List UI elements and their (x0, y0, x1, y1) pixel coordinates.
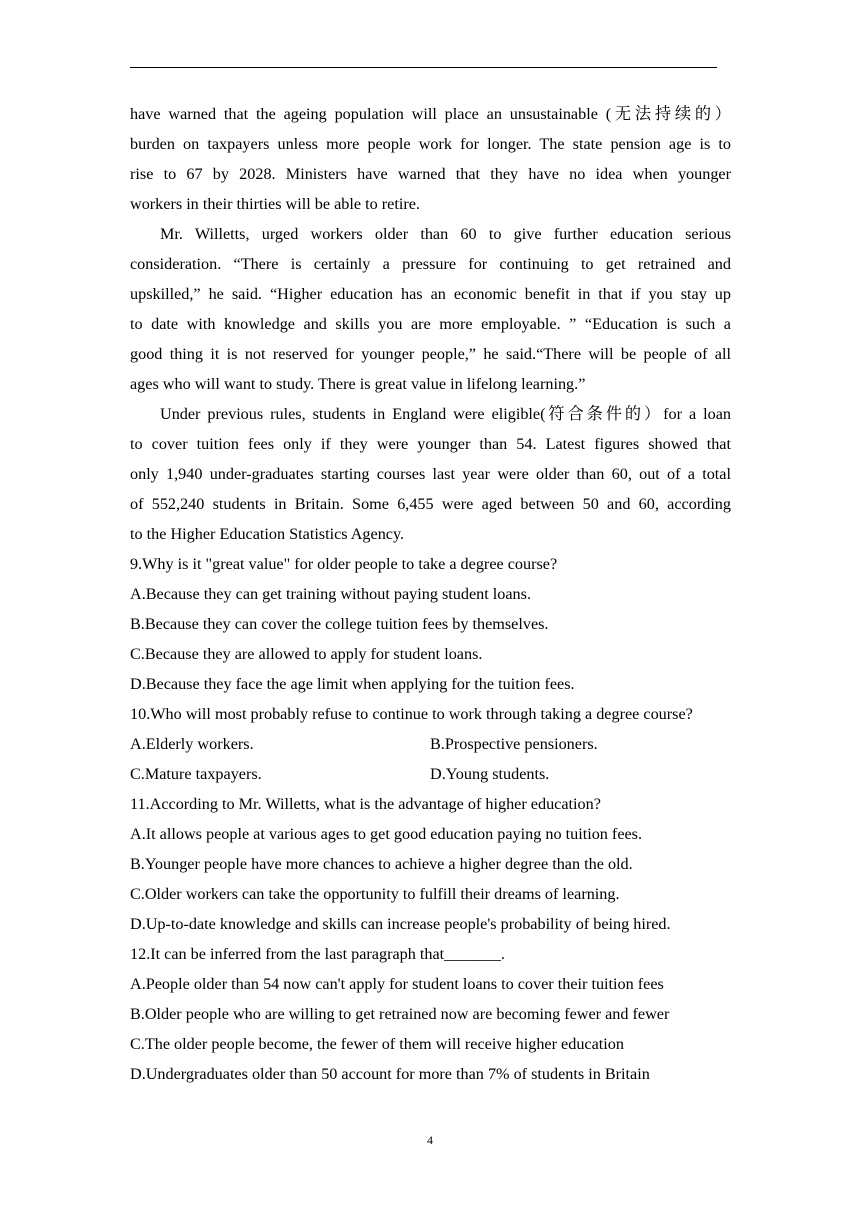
passage-line: only 1,940 under-graduates starting courses last year were older than 60, out of a total (130, 465, 731, 483)
answer-option: A.Elderly workers. (130, 735, 254, 753)
passage-line: consideration. “There is certainly a pressure for continuing to get retrained and (130, 255, 731, 273)
document-body (130, 99, 731, 1089)
passage-line: rise to 67 by 2028. Ministers have warned that they have no idea when younger (130, 165, 731, 183)
passage-line: Mr. Willetts, urged workers older than 60 to give further education serious (160, 225, 731, 243)
answer-option: C.Older workers can take the opportunity to fulfill their dreams of learning. (130, 885, 620, 903)
passage-line: Under previous rules, students in England were eligible(符合条件的）for a loan (160, 405, 731, 423)
passage-line: to cover tuition fees only if they were younger than 54. Latest figures showed that (130, 435, 731, 453)
passage-line: of 552,240 students in Britain. Some 6,455 were aged between 50 and 60, according (130, 495, 731, 513)
answer-option: B.Prospective pensioners. (430, 735, 598, 753)
passage-line: to date with knowledge and skills you are more employable. ” “Education is such a (130, 315, 731, 333)
passage-line: upskilled,” he said. “Higher education has an economic benefit in that if you stay up (130, 285, 731, 303)
passage-line: workers in their thirties will be able to retire. (130, 195, 420, 213)
passage-line: to the Higher Education Statistics Agency. (130, 525, 405, 543)
passage-line: ages who will want to study. There is great value in lifelong learning.” (130, 375, 586, 393)
answer-option: A.People older than 54 now can't apply for student loans to cover their tuition fees (130, 975, 664, 993)
question-stem: 11.According to Mr. Willetts, what is the advantage of higher education? (130, 795, 601, 813)
answer-option: D.Up-to-date knowledge and skills can increase people's probability of being hired. (130, 915, 671, 933)
passage-line: good thing it is not reserved for younger people,” he said.“There will be people of all (130, 345, 731, 363)
passage-line: burden on taxpayers unless more people work for longer. The state pension age is to (130, 135, 731, 153)
answer-option: C.Mature taxpayers. (130, 765, 262, 783)
question-stem: 12.It can be inferred from the last paragraph that_______. (130, 945, 505, 963)
answer-option: A.It allows people at various ages to get good education paying no tuition fees. (130, 825, 643, 843)
answer-option: D.Young students. (430, 765, 550, 783)
answer-option: C.Because they are allowed to apply for student loans. (130, 645, 483, 663)
header-rule (130, 67, 717, 68)
answer-option: D.Undergraduates older than 50 account for more than 7% of students in Britain (130, 1065, 650, 1083)
answer-option: A.Because they can get training without paying student loans. (130, 585, 531, 603)
option-row (130, 759, 731, 789)
question-stem: 9.Why is it "great value" for older people to take a degree course? (130, 555, 558, 573)
answer-option: B.Because they can cover the college tuition fees by themselves. (130, 615, 549, 633)
answer-option: D.Because they face the age limit when applying for the tuition fees. (130, 675, 575, 693)
page-number: 4 (427, 1133, 433, 1147)
passage-line: have warned that the ageing population will place an unsustainable (无法持续的） (130, 105, 731, 123)
answer-option: C.The older people become, the fewer of them will receive higher education (130, 1035, 624, 1053)
question-stem: 10.Who will most probably refuse to continue to work through taking a degree course? (130, 705, 693, 723)
answer-option: B.Older people who are willing to get retrained now are becoming fewer and fewer (130, 1005, 670, 1023)
option-row (130, 729, 731, 759)
answer-option: B.Younger people have more chances to achieve a higher degree than the old. (130, 855, 633, 873)
